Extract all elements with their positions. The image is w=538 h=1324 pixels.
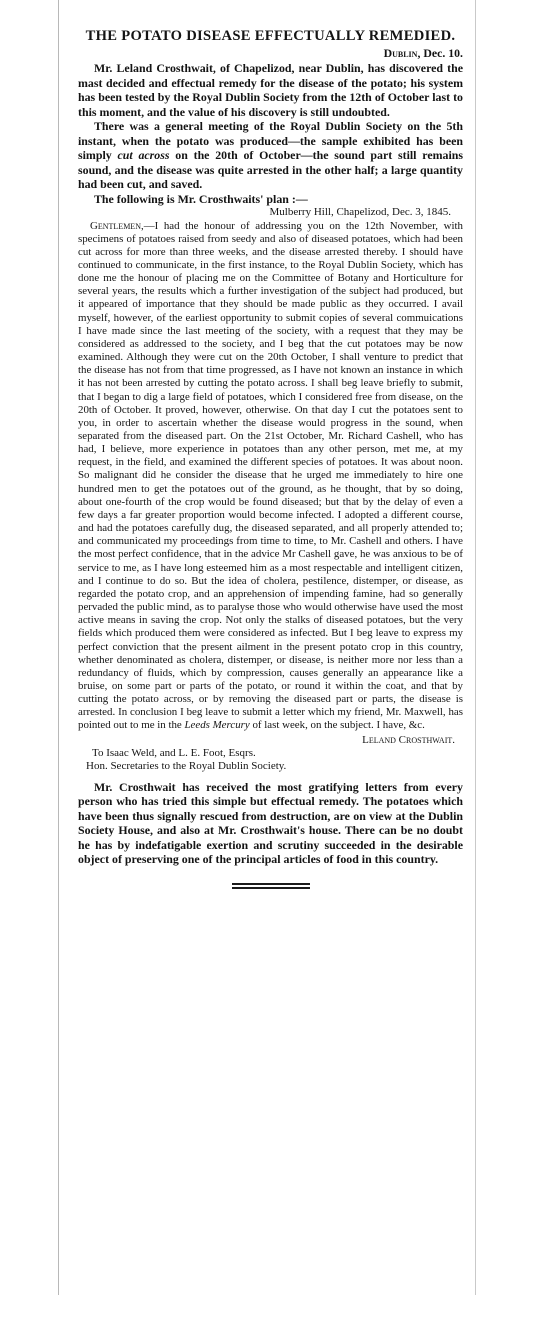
intro-paragraph: Mr. Leland Crosthwait, of Chapelizod, near Dublin, has discovered the mast decided and effectual remedy for the disease of the potato; his system has been tested by the Royal Dublin Society from the 12th of October last to this moment, and the value of his discovery is still undoubted. <box>78 61 463 119</box>
letter-signature: Leland Crosthwait. <box>362 733 455 746</box>
article-column <box>78 28 463 891</box>
dateline-date: Dec. 10. <box>423 46 463 60</box>
meeting-emphasis: cut across <box>117 148 170 162</box>
dateline-place: Dublin, <box>383 46 421 60</box>
meeting-text-after: on the 20th of October—the sound part still remains sound, and the disease was quite arrested in the other half; a large quantity had been cut, and saved. <box>78 148 463 191</box>
closing-paragraph: Mr. Crosthwait has received the most gratifying letters from every person who has tried this simple but effectual remedy. The potatoes which have been thus signally rescued from destruction, are on view at the Dublin Society House, and also at Mr. Crosthwait's house. There can be no doubt he has by indefatigable exertion and scrutiny succeeded in the desirable object of preserving one of the principal articles of food in this country. <box>78 779 463 867</box>
article-headline: THE POTATO DISEASE EFFECTUALLY REMEDIED. <box>85 28 456 44</box>
letter-salutation: Gentlemen, <box>90 219 144 232</box>
meeting-text-before: There was a general meeting of the Royal Dublin Society on the 5th instant, when the potato was produced—the sample exhibited has been simply <box>78 119 463 162</box>
column-rule-right <box>475 0 476 1295</box>
column-rule-left <box>58 0 59 1295</box>
letter-body <box>78 220 463 733</box>
end-rule-line-1 <box>232 883 310 885</box>
letter-addressee: To Isaac Weld, and L. E. Foot, Esqrs. <box>92 746 256 759</box>
leeds-mercury-title: Leeds Mercury <box>184 719 250 732</box>
letter-dateline: Mulberry Hill, Chapelizod, Dec. 3, 1845. <box>269 206 451 218</box>
letter-body-end: of last week, on the subject. I have, &c. <box>252 719 425 732</box>
end-rule-line-2 <box>232 887 310 889</box>
letter-body-text: —I had the honour of addressing you on the 12th November, with specimens of potatoes raised from seedy and also of diseased potatoes, which had been cut across for more than three weeks, and the disease arrested thereby. I should have continued to communicate, in the first instance, to the Royal Dublin Society, which has done me the honour of placing me on the Committee of Botany and Horticulture for several years, the results which a further investigation of the subject had produced, but it appeared of importance that they should be made public as they occurred. I avail myself, however, of the earliest opportunity to submit copies of several commuications I have made since the last meeting of the society, with a request that they may be considered as addressed to the society, and I beg that the cut potatoes may be now examined. Although they were cut on the 20th October, I shall venture to predict that the disease has not from that time progressed, as I have not known an instance in which it has not been arrested by cutting the potato across. I shall beg leave briefly to submit, that I began to dig a large field of potatoes, which I considered free from disease, on the 20th of October. It proved, however, otherwise. On that day I cut the potatoes sent to you, in order to ascertain whether the disease would progress in the sound, when separated from the diseased part. On the 21st October, Mr. Richard Cashell, who has had, I believe, more experience in potatoes than any other person, met me, at my request, in the field, and examined the different species of potatoes. It was about noon. So malignant did he consider the disease that he urged me immediately to hire one hundred men to get the potatoes out of the ground, as he thought, that by so doing, about one-fourth of the crop would be found diseased; but that by the delay of even a few days a far greater proportion would become infected. I adopted a different course, and had the potatoes carefully dug, the diseased separated, and all properly attended to; and communicated my proceedings from time to time, to Mr. Cashell and others. I have the most perfect confidence, that in the advice Mr Cashell gave, he was anxious to be of service to me, as I have long esteemed him as a most respectable and intelligent citizen, and I continue to do so. But the idea of cholera, pestilence, distemper, or disease, as regarded the potato crop, and an apprehension of impending famine, had so generally pervaded the public mind, as to paralyse those who would otherwise have used the most active means in saving the crop. Not only the stalks of diseased potatoes, but the very fields which produced them were considered as infected. But I beg leave to express my perfect conviction that the present ailment in the present potato crop in this country, whether denominated as cholera, distemper, or disease, is neither more nor less than a redundancy of fluids, which by compression, causes generally an appearance like a bruise, on some part or parts of the potato, or round it within the coat, and that by cutting the potato across, or by removing the diseased part or parts, the disease is arrested. In conclusion I beg leave to submit a letter which my friend, Mr. Maxwell, has pointed out to me in the <box>78 219 463 732</box>
article-end-rule <box>232 883 310 889</box>
dateline <box>78 46 463 61</box>
letter-addressee-title: Hon. Secretaries to the Royal Dublin Society. <box>86 760 287 773</box>
meeting-paragraph <box>78 119 463 192</box>
plan-intro: The following is Mr. Crosthwaits' plan :— <box>94 191 308 206</box>
